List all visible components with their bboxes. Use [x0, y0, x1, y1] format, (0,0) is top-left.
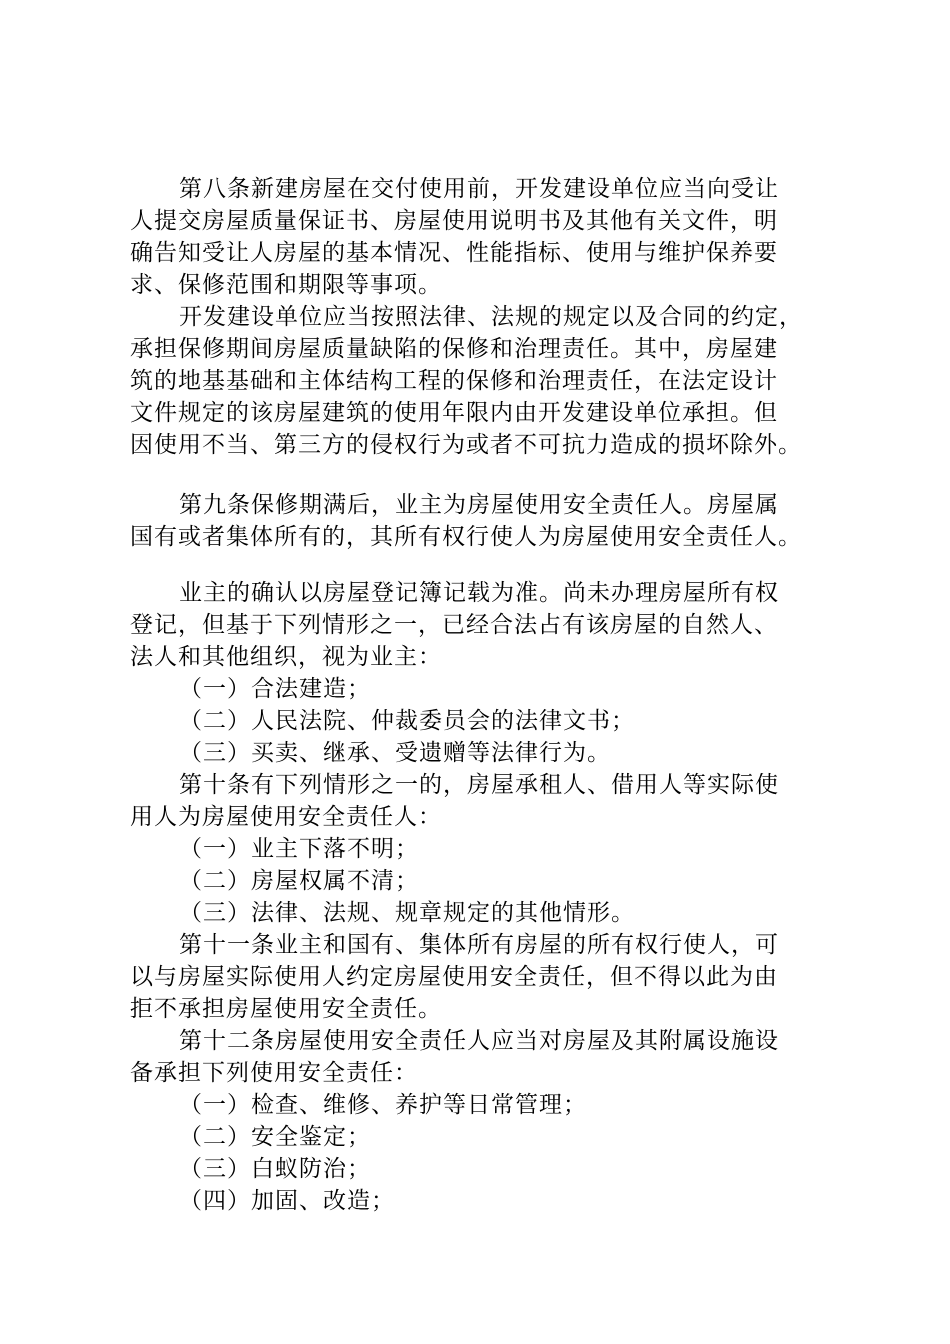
text-line: 确告知受让人房屋的基本情况、性能指标、使用与维护保养要: [130, 240, 778, 266]
text-line: 开发建设单位应当按照法律、法规的规定以及合同的约定，: [179, 304, 803, 330]
article-10-paragraph: [130, 769, 860, 929]
text-line: 第十一条业主和国有、集体所有房屋的所有权行使人，可: [179, 932, 779, 958]
paragraph-gap: [130, 461, 860, 489]
text-line: 求、保修范围和期限等事项。: [130, 272, 442, 298]
paragraph-gap: [130, 553, 860, 577]
text-line: 以与房屋实际使用人约定房屋使用安全责任，但不得以此为由: [130, 964, 778, 990]
text-line: 第十条有下列情形之一的，房屋承租人、借用人等实际使: [179, 772, 779, 798]
text-line: 登记，但基于下列情形之一，已经合法占有该房屋的自然人、: [130, 612, 778, 638]
text-line: 第八条新建房屋在交付使用前，开发建设单位应当向受让: [179, 176, 779, 202]
list-item: （一）合法建造；: [179, 676, 371, 702]
list-item: （四）加固、改造；: [179, 1188, 395, 1214]
document-body: [130, 173, 860, 1217]
article-9-paragraph-2: [130, 577, 860, 769]
list-item: （一）检查、维修、养护等日常管理；: [179, 1092, 587, 1118]
list-item: （二）房屋权属不清；: [179, 868, 419, 894]
text-line: 拒不承担房屋使用安全责任。: [130, 996, 442, 1022]
article-12-paragraph: [130, 1025, 860, 1217]
text-line: 人提交房屋质量保证书、房屋使用说明书及其他有关文件，明: [130, 208, 778, 234]
list-item: （二）人民法院、仲裁委员会的法律文书；: [179, 708, 635, 734]
text-line: 国有或者集体所有的，其所有权行使人为房屋使用安全责任人。: [130, 524, 802, 550]
text-line: 用人为房屋使用安全责任人：: [130, 804, 442, 830]
article-8-paragraph-2: [130, 301, 860, 461]
text-line: 备承担下列使用安全责任：: [130, 1060, 418, 1086]
list-item: （三）白蚁防治；: [179, 1156, 371, 1182]
article-9-paragraph: [130, 489, 860, 553]
text-line: 法人和其他组织，视为业主：: [130, 644, 442, 670]
text-line: 业主的确认以房屋登记簿记载为准。尚未办理房屋所有权: [179, 580, 779, 606]
list-item: （二）安全鉴定；: [179, 1124, 371, 1150]
article-8-paragraph: [130, 173, 860, 301]
text-line: 第九条保修期满后，业主为房屋使用安全责任人。房屋属: [179, 492, 779, 518]
text-line: 因使用不当、第三方的侵权行为或者不可抗力造成的损坏除外。: [130, 432, 802, 458]
list-item: （三）法律、法规、规章规定的其他情形。: [179, 900, 635, 926]
article-11-paragraph: [130, 929, 860, 1025]
text-line: 文件规定的该房屋建筑的使用年限内由开发建设单位承担。但: [130, 400, 778, 426]
list-item: （三）买卖、继承、受遗赠等法律行为。: [179, 740, 611, 766]
text-line: 承担保修期间房屋质量缺陷的保修和治理责任。其中，房屋建: [130, 336, 778, 362]
text-line: 第十二条房屋使用安全责任人应当对房屋及其附属设施设: [179, 1028, 779, 1054]
text-line: 筑的地基基础和主体结构工程的保修和治理责任，在法定设计: [130, 368, 778, 394]
list-item: （一）业主下落不明；: [179, 836, 419, 862]
